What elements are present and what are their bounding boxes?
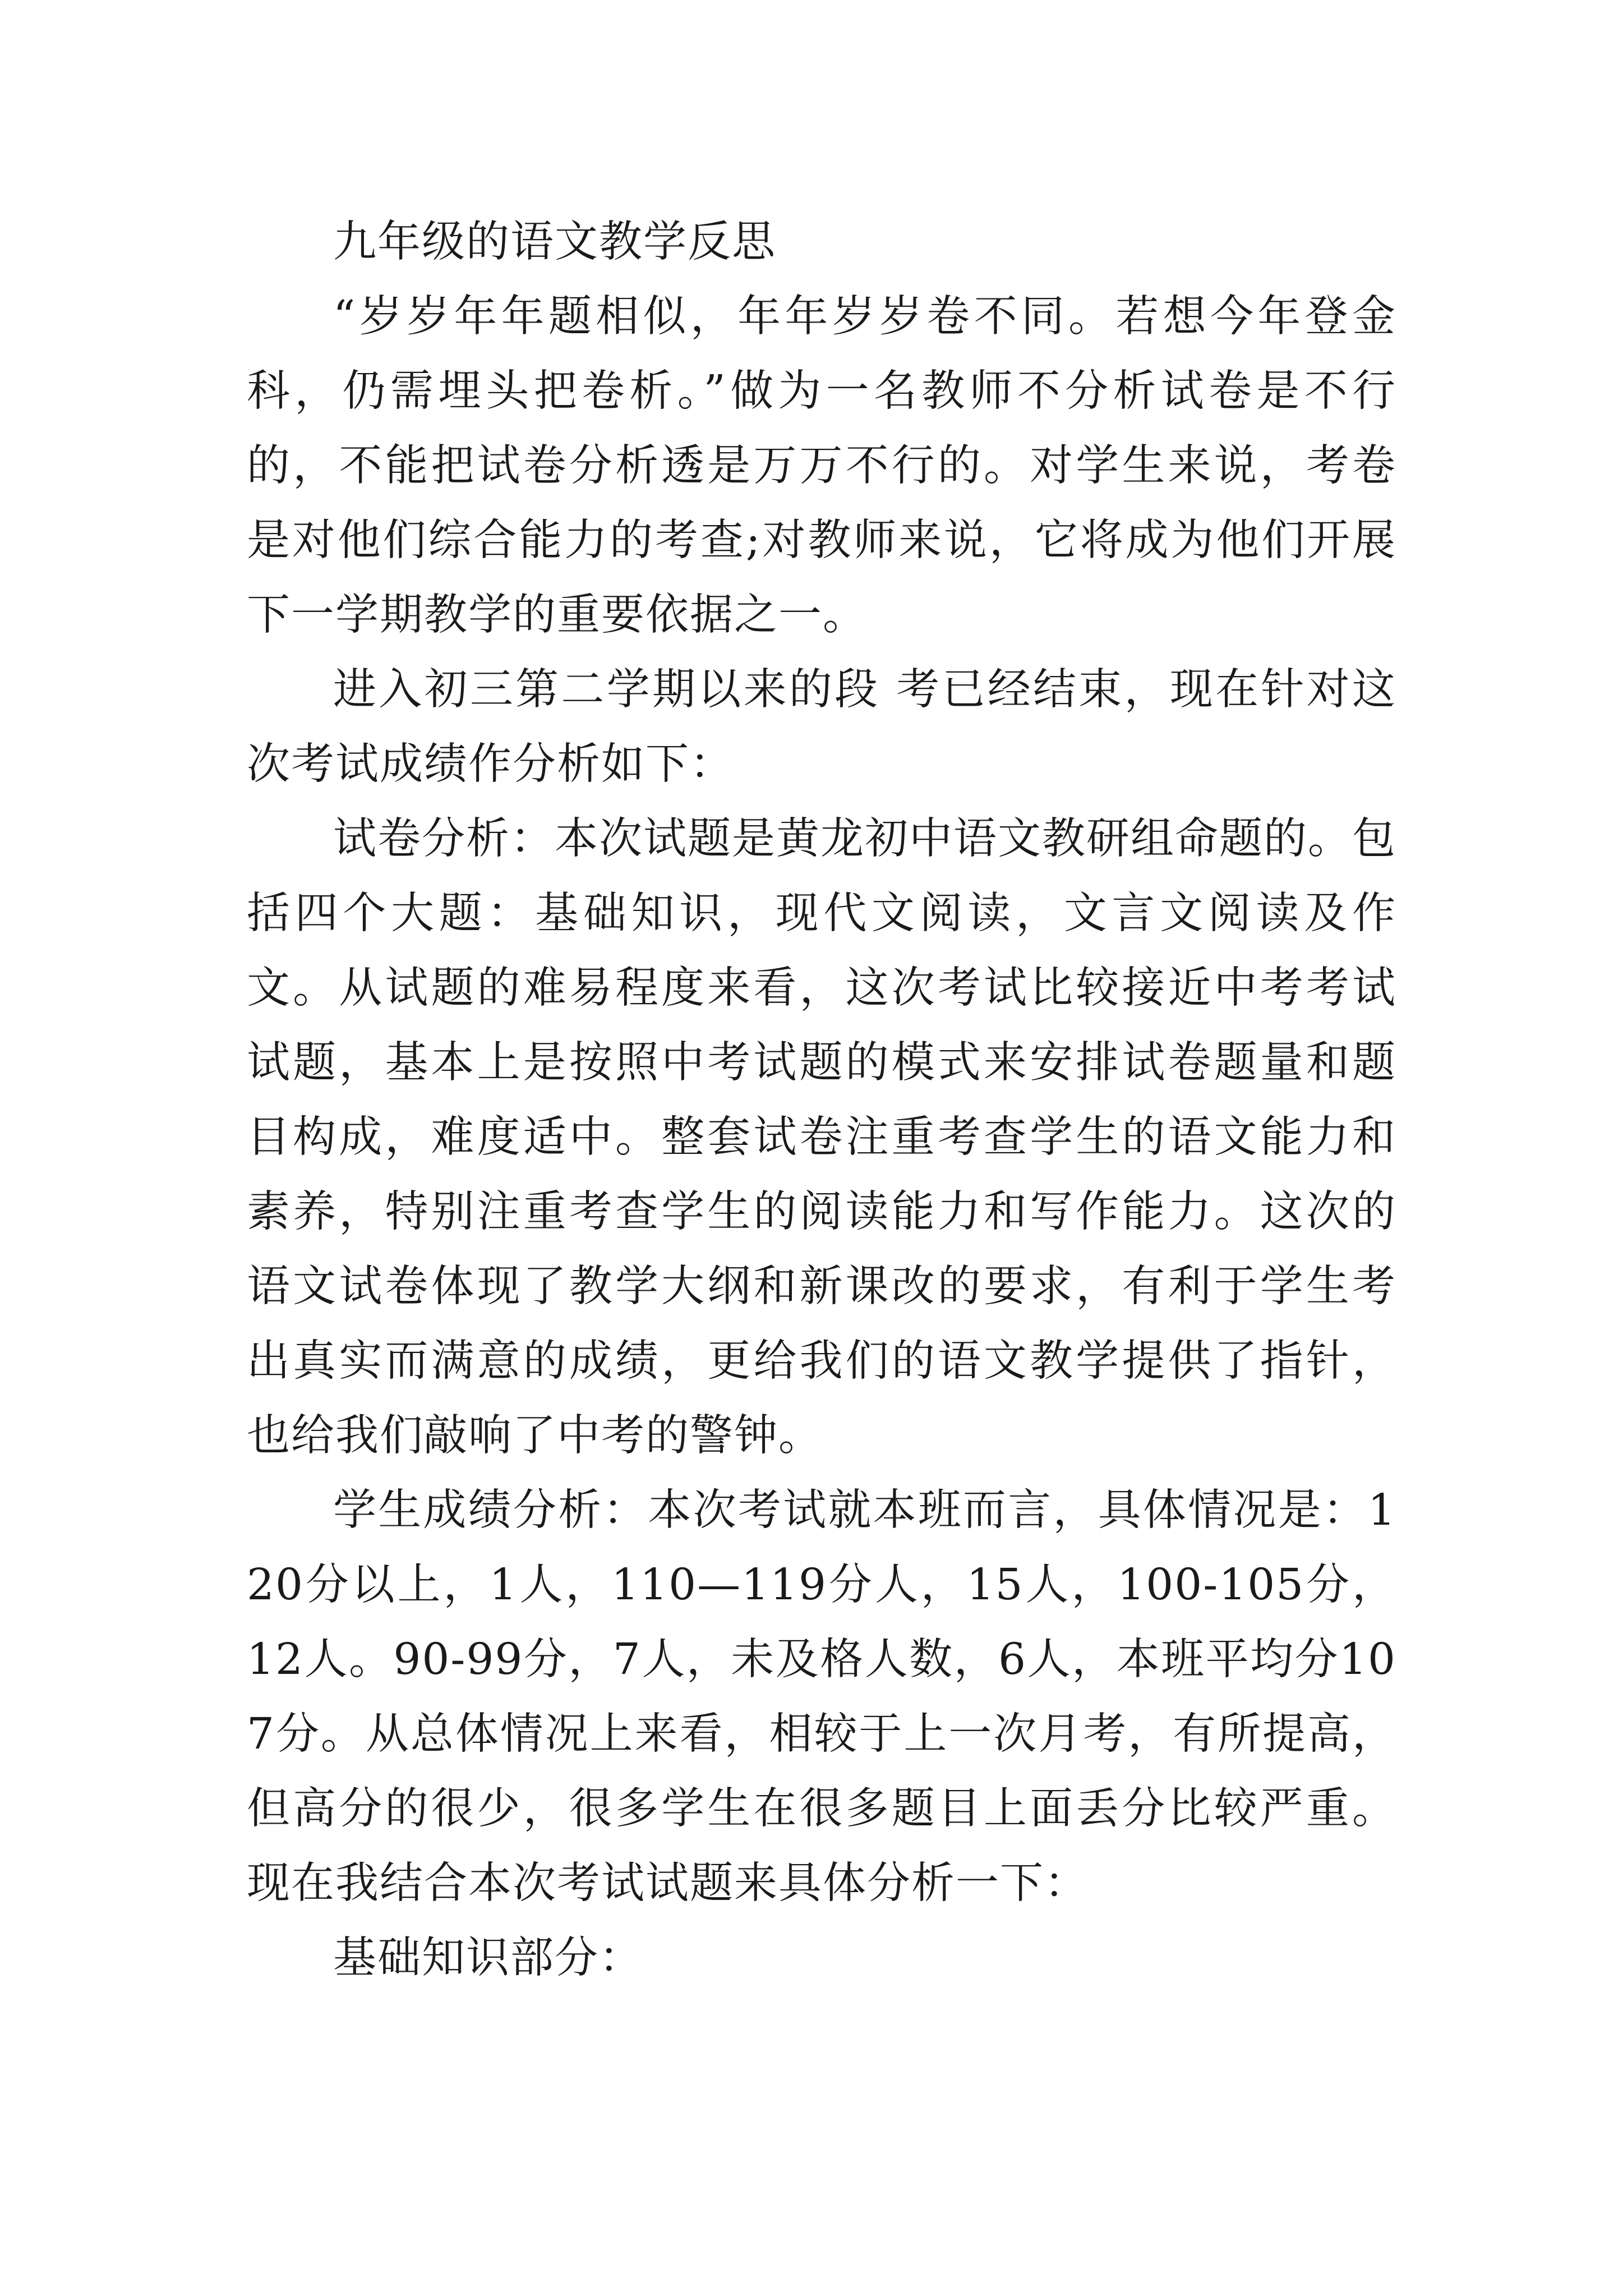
paragraph-basic-knowledge: 基础知识部分：: [333, 1933, 643, 1983]
paragraph-score-analysis: 学生成绩分析：本次考试就本班而言，具体情况是：120分以上，1人，110—119分人，15人，100-105分，12人。90-99分，7人，未及格人数，6人，本班平均分107分。从总体情况上来看，相较于上一次月考，有所提高，但高分的很少，很多学生在很多题目上面丢分比较严重。现在我结合本次考试试题来具体分析一下：: [247, 1485, 1396, 1908]
document-body: [247, 205, 1396, 1995]
document-title: 九年级的语文教学反思: [333, 217, 776, 267]
paragraph-paper-analysis: 试卷分析：本次试题是黄龙初中语文教研组命题的。包括四个大题：基础知识，现代文阅读，文言文阅读及作文。从试题的难易程度来看，这次考试比较接近中考考试试题，基本上是按照中考试题的模式来安排试卷题量和题目构成，难度适中。整套试卷注重考查学生的语文能力和素养，特别注重考查学生的阅读能力和写作能力。这次的语文试卷体现了教学大纲和新课改的要求，有利于学生考出真实而满意的成绩，更给我们的语文教学提供了指针，也给我们敲响了中考的警钟。: [247, 814, 1396, 1461]
paragraph-intro: “岁岁年年题相似，年年岁岁卷不同。若想今年登金科，仍需埋头把卷析。”做为一名教师不分析试卷是不行的，不能把试卷分析透是万万不行的。对学生来说，考卷是对他们综合能力的考查;对教师来说，它将成为他们开展下一学期教学的重要依据之一。: [247, 292, 1396, 640]
paragraph-exam-ended: 进入初三第二学期以来的段 考已经结束，现在针对这次考试成绩作分析如下：: [247, 665, 1396, 789]
